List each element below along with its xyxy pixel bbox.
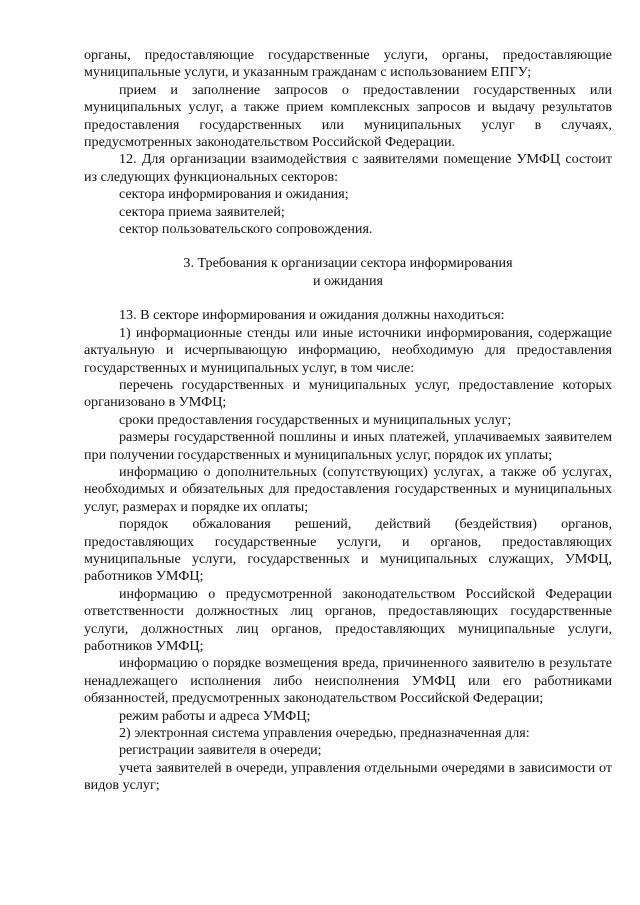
paragraph: информацию о порядке возмещения вреда, причиненного заявителю в результате ненадлежащего исполнения либо неисполнения УМФЦ или его работниками обязанностей, предусмотренных законодательством Российской Федерации; <box>84 655 612 707</box>
paragraph: регистрации заявителя в очереди; <box>119 742 322 759</box>
section-heading <box>84 255 612 290</box>
paragraph: прием и заполнение запросов о предоставлении государственных или муниципальных услуг, а также прием комплексных запросов и выдачу результатов предоставления государственных или муниципальных услуг в случаях, предусмотренных законодательством Российской Федерации. <box>84 81 612 151</box>
section-heading-line: и ожидания <box>312 272 384 289</box>
list-item: сектор пользовательского сопровождения. <box>119 221 373 238</box>
paragraph: перечень государственных и муниципальных услуг, предоставление которых организовано в УМФЦ; <box>84 376 612 411</box>
paragraph: 13. В секторе информирования и ожидания должны находиться: <box>119 307 505 324</box>
paragraph: порядок обжалования решений, действий (бездействия) органов, предоставляющих государственные услуги, и органов, предоставляющих муниципальные услуги, государственных и муниципальных служащих, УМФЦ, работников УМФЦ; <box>84 516 612 585</box>
paragraph: информацию о предусмотренной законодательством Российской Федерации ответственности должностных лиц органов, предоставляющих государственные услуги, должностных лиц органов, предоставляющих муниципальные услуги, работников УМФЦ; <box>84 585 612 654</box>
list-item: сектора информирования и ожидания; <box>119 186 349 203</box>
section-heading-line: 3. Требования к организации сектора информирования <box>183 255 513 272</box>
paragraph: размеры государственной пошлины и иных платежей, уплачиваемых заявителем при получении государственных и муниципальных услуг, порядок их уплаты; <box>84 429 612 463</box>
paragraph: режим работы и адреса УМФЦ; <box>119 707 311 724</box>
paragraph: 2) электронная система управления очередью, предназначенная для: <box>119 725 530 742</box>
paragraph: сроки предоставления государственных и муниципальных услуг; <box>119 411 512 428</box>
paragraph: 12. Для организации взаимодействия с заявителями помещение УМФЦ состоит из следующих функциональных секторов: <box>84 151 612 185</box>
list-item: сектора приема заявителей; <box>119 203 285 220</box>
paragraph: органы, предоставляющие государственные услуги, органы, предоставляющие муниципальные услуги, и указанным гражданам с использованием ЕПГУ; <box>84 47 612 81</box>
paragraph: информацию о дополнительных (сопутствующих) услугах, а также об услугах, необходимых и обязательных для предоставления государственных и муниципальных услуг, размерах и порядке их оплаты; <box>84 463 612 515</box>
paragraph: 1) информационные стенды или иные источники информирования, содержащие актуальную и исчерпывающую информацию, необходимую для предоставления государственных и муниципальных услуг, в том числе: <box>84 324 612 376</box>
document-page <box>84 47 612 795</box>
paragraph: учета заявителей в очереди, управления отдельными очередями в зависимости от видов услуг; <box>84 759 612 794</box>
